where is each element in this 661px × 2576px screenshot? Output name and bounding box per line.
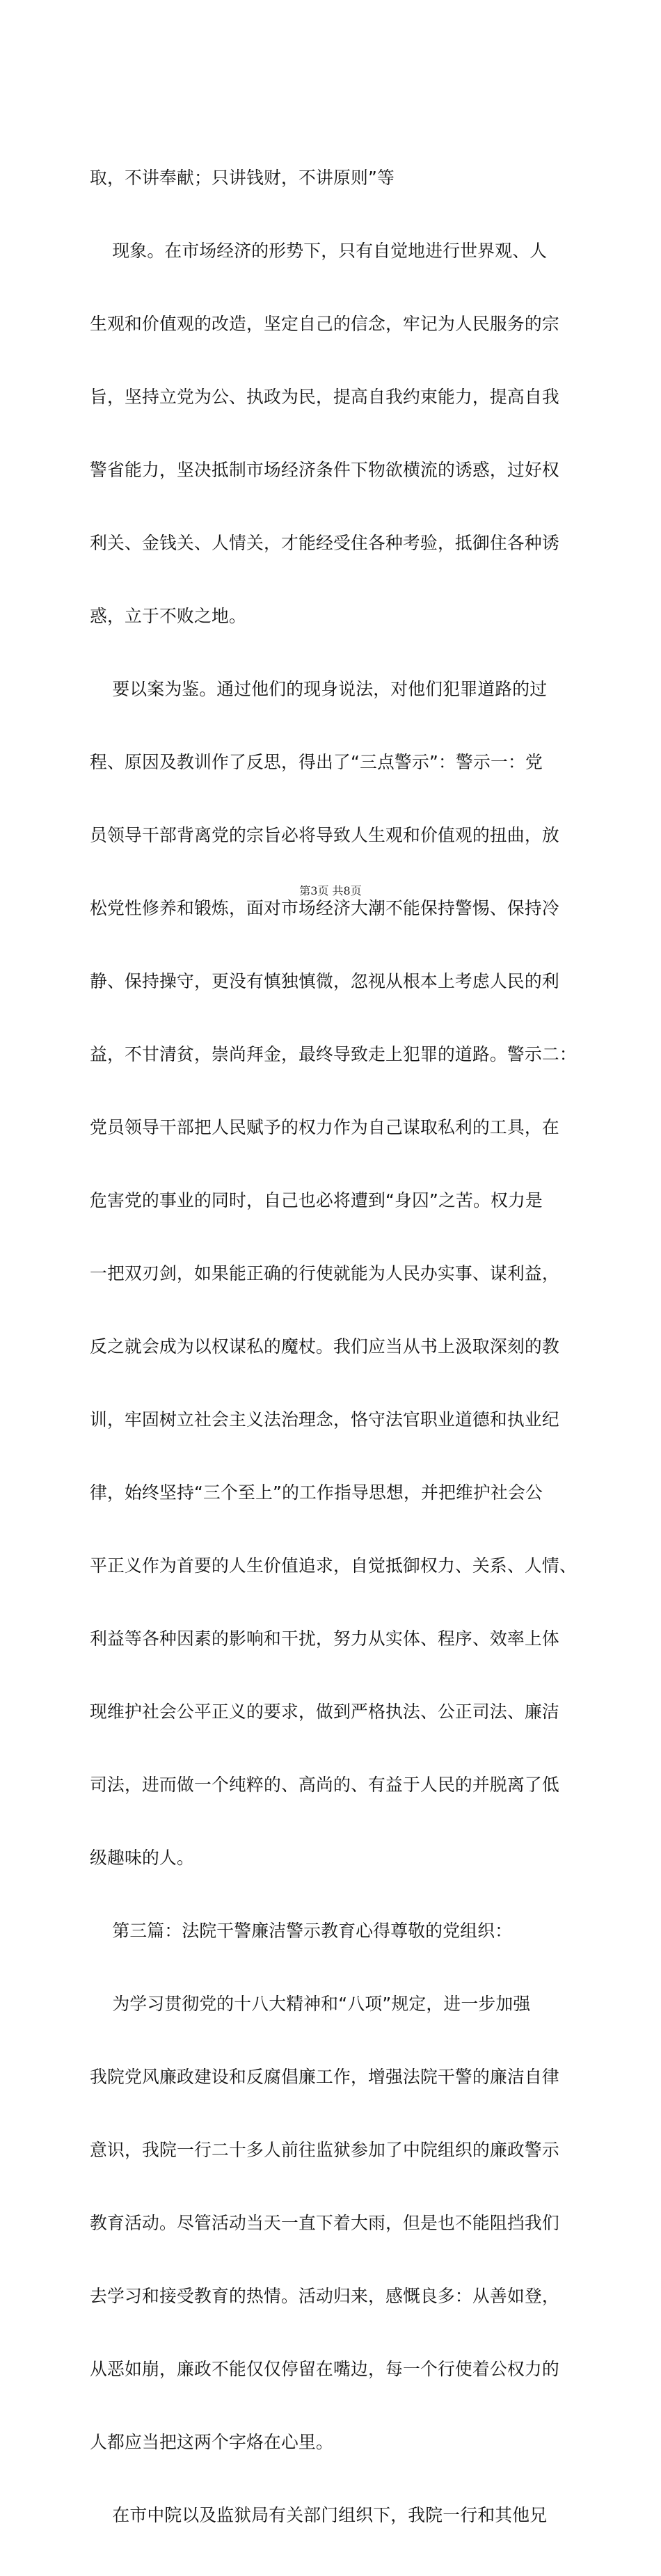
text-line: 平正义作为首要的人生价值追求，自觉抵御权力、关系、人情、 [90,1555,577,1576]
text-line: 意识，我院一行二十多人前往监狱参加了中院组织的廉政警示 [90,2140,559,2160]
text-line: 现象。在市场经济的形势下，只有自觉地进行世界观、人 [90,241,548,261]
text-line: 为学习贯彻党的十八大精神和“八项”规定，进一步加强 [90,1994,531,2014]
text-line: 现维护社会公平正义的要求，做到严格执法、公正司法、廉洁 [90,1702,559,1722]
page-footer [0,883,661,899]
page-number: 第3页 共8页 [299,884,362,897]
text-line: 律，始终坚持“三个至上”的工作指导思想，并把维护社会公 [90,1482,543,1503]
text-line: 旨，坚持立党为公、执政为民，提高自我约束能力，提高自我 [90,387,559,407]
text-line: 司法，进而做一个纯粹的、高尚的、有益于人民的并脱离了低 [90,1775,559,1795]
text-line: 从恶如崩，廉政不能仅仅停留在嘴边，每一个行使着公权力的 [90,2359,559,2379]
text-line: 在市中院以及监狱局有关部门组织下，我院一行和其他兄 [90,2505,548,2525]
text-line: 一把双刃剑，如果能正确的行使就能为人民办实事、谋利益， [90,1263,559,1283]
text-line: 益，不甘清贫，崇尚拜金，最终导致走上犯罪的道路。警示二： [90,1044,577,1064]
text-line: 党员领导干部把人民赋予的权力作为自己谋取私利的工具，在 [90,1117,559,1137]
text-line: 生观和价值观的改造，坚定自己的信念，牢记为人民服务的宗 [90,314,559,334]
text-line: 警省能力，坚决抵制市场经济条件下物欲横流的诱惑，过好权 [90,460,559,480]
text-line: 程、原因及教训作了反思，得出了“三点警示”：警示一：党 [90,752,543,772]
text-line: 利益等各种因素的影响和干扰，努力从实体、程序、效率上体 [90,1629,559,1649]
section-heading: 第三篇：法院干警廉洁警示教育心得尊敬的党组织： [90,1921,513,1941]
text-line: 要以案为鉴。通过他们的现身说法，对他们犯罪道路的过 [90,679,548,699]
text-line: 训，牢固树立社会主义法治理念，恪守法官职业道德和执业纪 [90,1409,559,1430]
text-line: 员领导干部背离党的宗旨必将导致人生观和价值观的扭曲，放 [90,825,559,845]
text-line: 利关、金钱关、人情关，才能经受住各种考验，抵御住各种诱 [90,533,559,553]
text-line: 去学习和接受教育的热情。活动归来，感慨良多：从善如登， [90,2286,559,2306]
text-line: 教育活动。尽管活动当天一直下着大雨，但是也不能阻挡我们 [90,2213,559,2233]
text-line: 级趣味的人。 [90,1848,194,1868]
text-line: 反之就会成为以权谋私的魔杖。我们应当从书上汲取深刻的教 [90,1336,559,1357]
text-line: 取，不讲奉献；只讲钱财，不讲原则”等 [90,168,395,188]
text-line: 惑，立于不败之地。 [90,606,246,626]
text-line: 松党性修养和锻炼，面对市场经济大潮不能保持警惕、保持冷 [90,898,559,918]
text-line: 我院党风廉政建设和反腐倡廉工作，增强法院干警的廉洁自律 [90,2067,559,2087]
body-text [90,117,577,2576]
text-line: 危害党的事业的同时，自己也必将遭到“身囚”之苦。权力是 [90,1190,543,1210]
text-line: 人都应当把这两个字烙在心里。 [90,2432,333,2452]
text-line: 静、保持操守，更没有慎独慎微，忽视从根本上考虑人民的利 [90,971,559,991]
